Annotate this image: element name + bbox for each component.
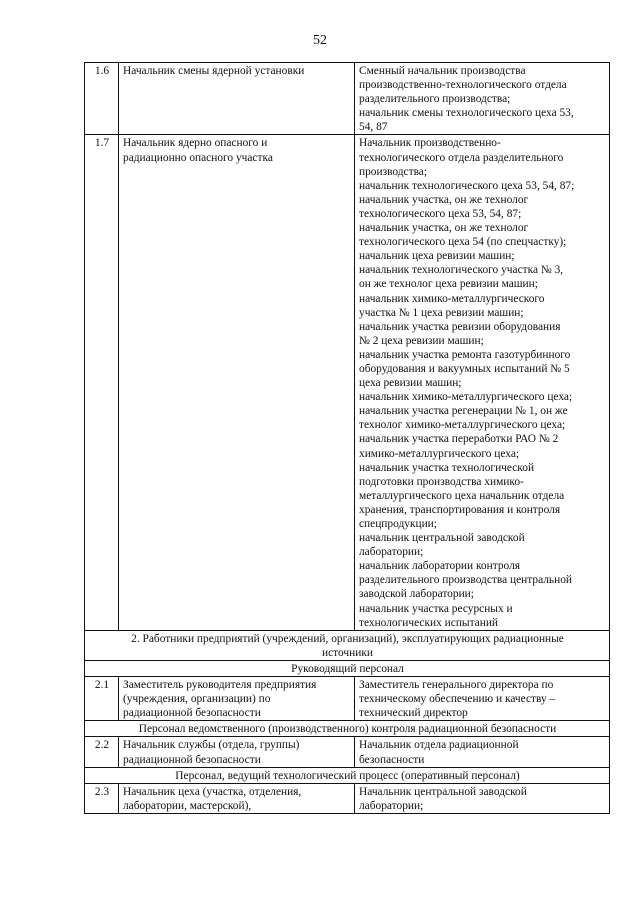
substitute-line: начальник лаборатории контроля [359,560,521,573]
substitute-line: он же технолог цеха ревизии машин; [359,278,538,291]
substitute-line: начальник центральной заводской [359,532,525,545]
substitute-line: Начальник центральной заводской [359,785,527,798]
substitute-line: подготовки производства химико- [359,475,524,488]
section-header-row [85,630,610,660]
row-number: 2.2 [85,737,119,767]
substitute-line: разделительного производства центральной [359,574,573,587]
substitutes-cell [355,783,610,813]
position-cell [119,783,355,813]
section-header-row [85,767,610,783]
position-line: (учреждения, организации) по [123,693,271,706]
substitute-line: металлургического цеха начальник отдела [359,489,565,502]
substitute-line: начальник химико-металлургического [359,292,545,305]
substitute-line: начальник химико-металлургического цеха; [359,391,573,404]
substitute-line: Начальник отдела радиационной [359,739,519,752]
substitutes-cell [355,63,610,135]
page-number: 52 [313,33,327,48]
row-number: 2.3 [85,783,119,813]
substitute-line: начальник участка, он же технолог [359,193,529,206]
section-header-line: источники [322,646,373,659]
position-line: Начальник ядерно опасного и [123,137,268,150]
section-header-row [85,660,610,676]
substitute-line: производства; [359,165,428,178]
substitute-line: техническому обеспечению и качеству – [359,693,556,706]
substitute-line: начальник участка ресурсных и [359,602,513,615]
position-cell [119,135,355,630]
substitutes-cell [355,737,610,767]
section-header-line: Персонал, ведущий технологический процесс (оперативный персонал) [175,769,520,782]
substitute-line: технолог химико-металлургического цеха; [359,419,566,432]
substitutes-cell [355,135,610,630]
position-cell [119,737,355,767]
substitute-line: Начальник производственно- [359,137,501,150]
section-header-line: Персонал ведомственного (производственного) контроля радиационной безопасности [138,723,557,736]
row-number: 2.1 [85,677,119,721]
table-row [85,63,610,135]
substitute-line: начальник участка регенерации № 1, он же [359,405,568,418]
position-line: Начальник цеха (участка, отделения, [123,785,302,798]
table-row [85,737,610,767]
substitute-line: участка № 1 цеха ревизии машин; [359,306,524,319]
row-number: 1.7 [85,135,119,630]
substitute-line: начальник участка ремонта газотурбинного [359,348,571,361]
substitute-line: заводской лаборатории; [359,588,474,601]
substitute-line: разделительного производства; [359,93,511,106]
position-line: Заместитель руководителя предприятия [123,679,317,692]
table-row [85,135,610,630]
substitute-line: начальник участка переработки РАО № 2 [359,433,559,446]
substitute-line: начальник цеха ревизии машин; [359,250,515,263]
substitute-line: хранения, транспортирования и контроля [359,503,561,516]
substitute-line: производственно-технологического отдела [359,79,567,92]
substitutes-cell [355,677,610,721]
substitute-line: начальник технологического участка № 3, [359,264,564,277]
position-line: радиационной безопасности [123,707,261,720]
substitute-line: № 2 цеха ревизии машин; [359,334,484,347]
positions-table [84,62,610,814]
substitute-line: технологического отдела разделительного [359,151,564,164]
row-number: 1.6 [85,63,119,135]
substitute-line: начальник смены технологического цеха 53, [359,107,574,120]
substitute-line: цеха ревизии машин; [359,377,462,390]
position-line: лаборатории, мастерской), [123,799,252,812]
section-header [85,767,610,783]
substitute-line: технологического цеха 53, 54, 87; [359,207,522,220]
section-header-line: Руководящий персонал [291,662,404,675]
table-row [85,783,610,813]
table-row [85,677,610,721]
position-line: Начальник службы (отдела, группы) [123,739,300,752]
substitute-line: лаборатории; [359,799,424,812]
table-body [85,63,610,814]
position-line: радиационной безопасности [123,753,261,766]
substitute-line: оборудования и вакуумных испытаний № 5 [359,362,570,375]
position-line: радиационно опасного участка [123,151,273,164]
substitute-line: лаборатории; [359,546,424,559]
substitute-line: спецпродукции; [359,518,437,530]
substitute-line: технологических испытаний [359,616,499,629]
section-header [85,660,610,676]
substitute-line: начальник технологического цеха 53, 54, 87; [359,179,575,192]
substitute-line: начальник участка ревизии оборудования [359,320,561,333]
substitute-line: химико-металлургического цеха; [359,447,520,460]
substitute-line: Заместитель генерального директора по [359,679,554,692]
position-line: Начальник смены ядерной установки [123,65,305,77]
substitute-line: безопасности [359,753,425,766]
section-header [85,630,610,660]
substitute-line: Сменный начальник производства [359,65,526,77]
substitute-line: начальник участка, он же технолог [359,222,529,235]
section-header-line: 2. Работники предприятий (учреждений, организаций), эксплуатирующих радиационные [131,632,564,645]
section-header-row [85,721,610,737]
substitute-line: технический директор [359,707,468,720]
substitute-line: 54, 87 [359,121,388,134]
position-cell [119,677,355,721]
position-cell [119,63,355,135]
substitute-line: начальник участка технологической [359,461,535,474]
section-header [85,721,610,737]
substitute-line: технологического цеха 54 (по спецчастку); [359,236,567,249]
